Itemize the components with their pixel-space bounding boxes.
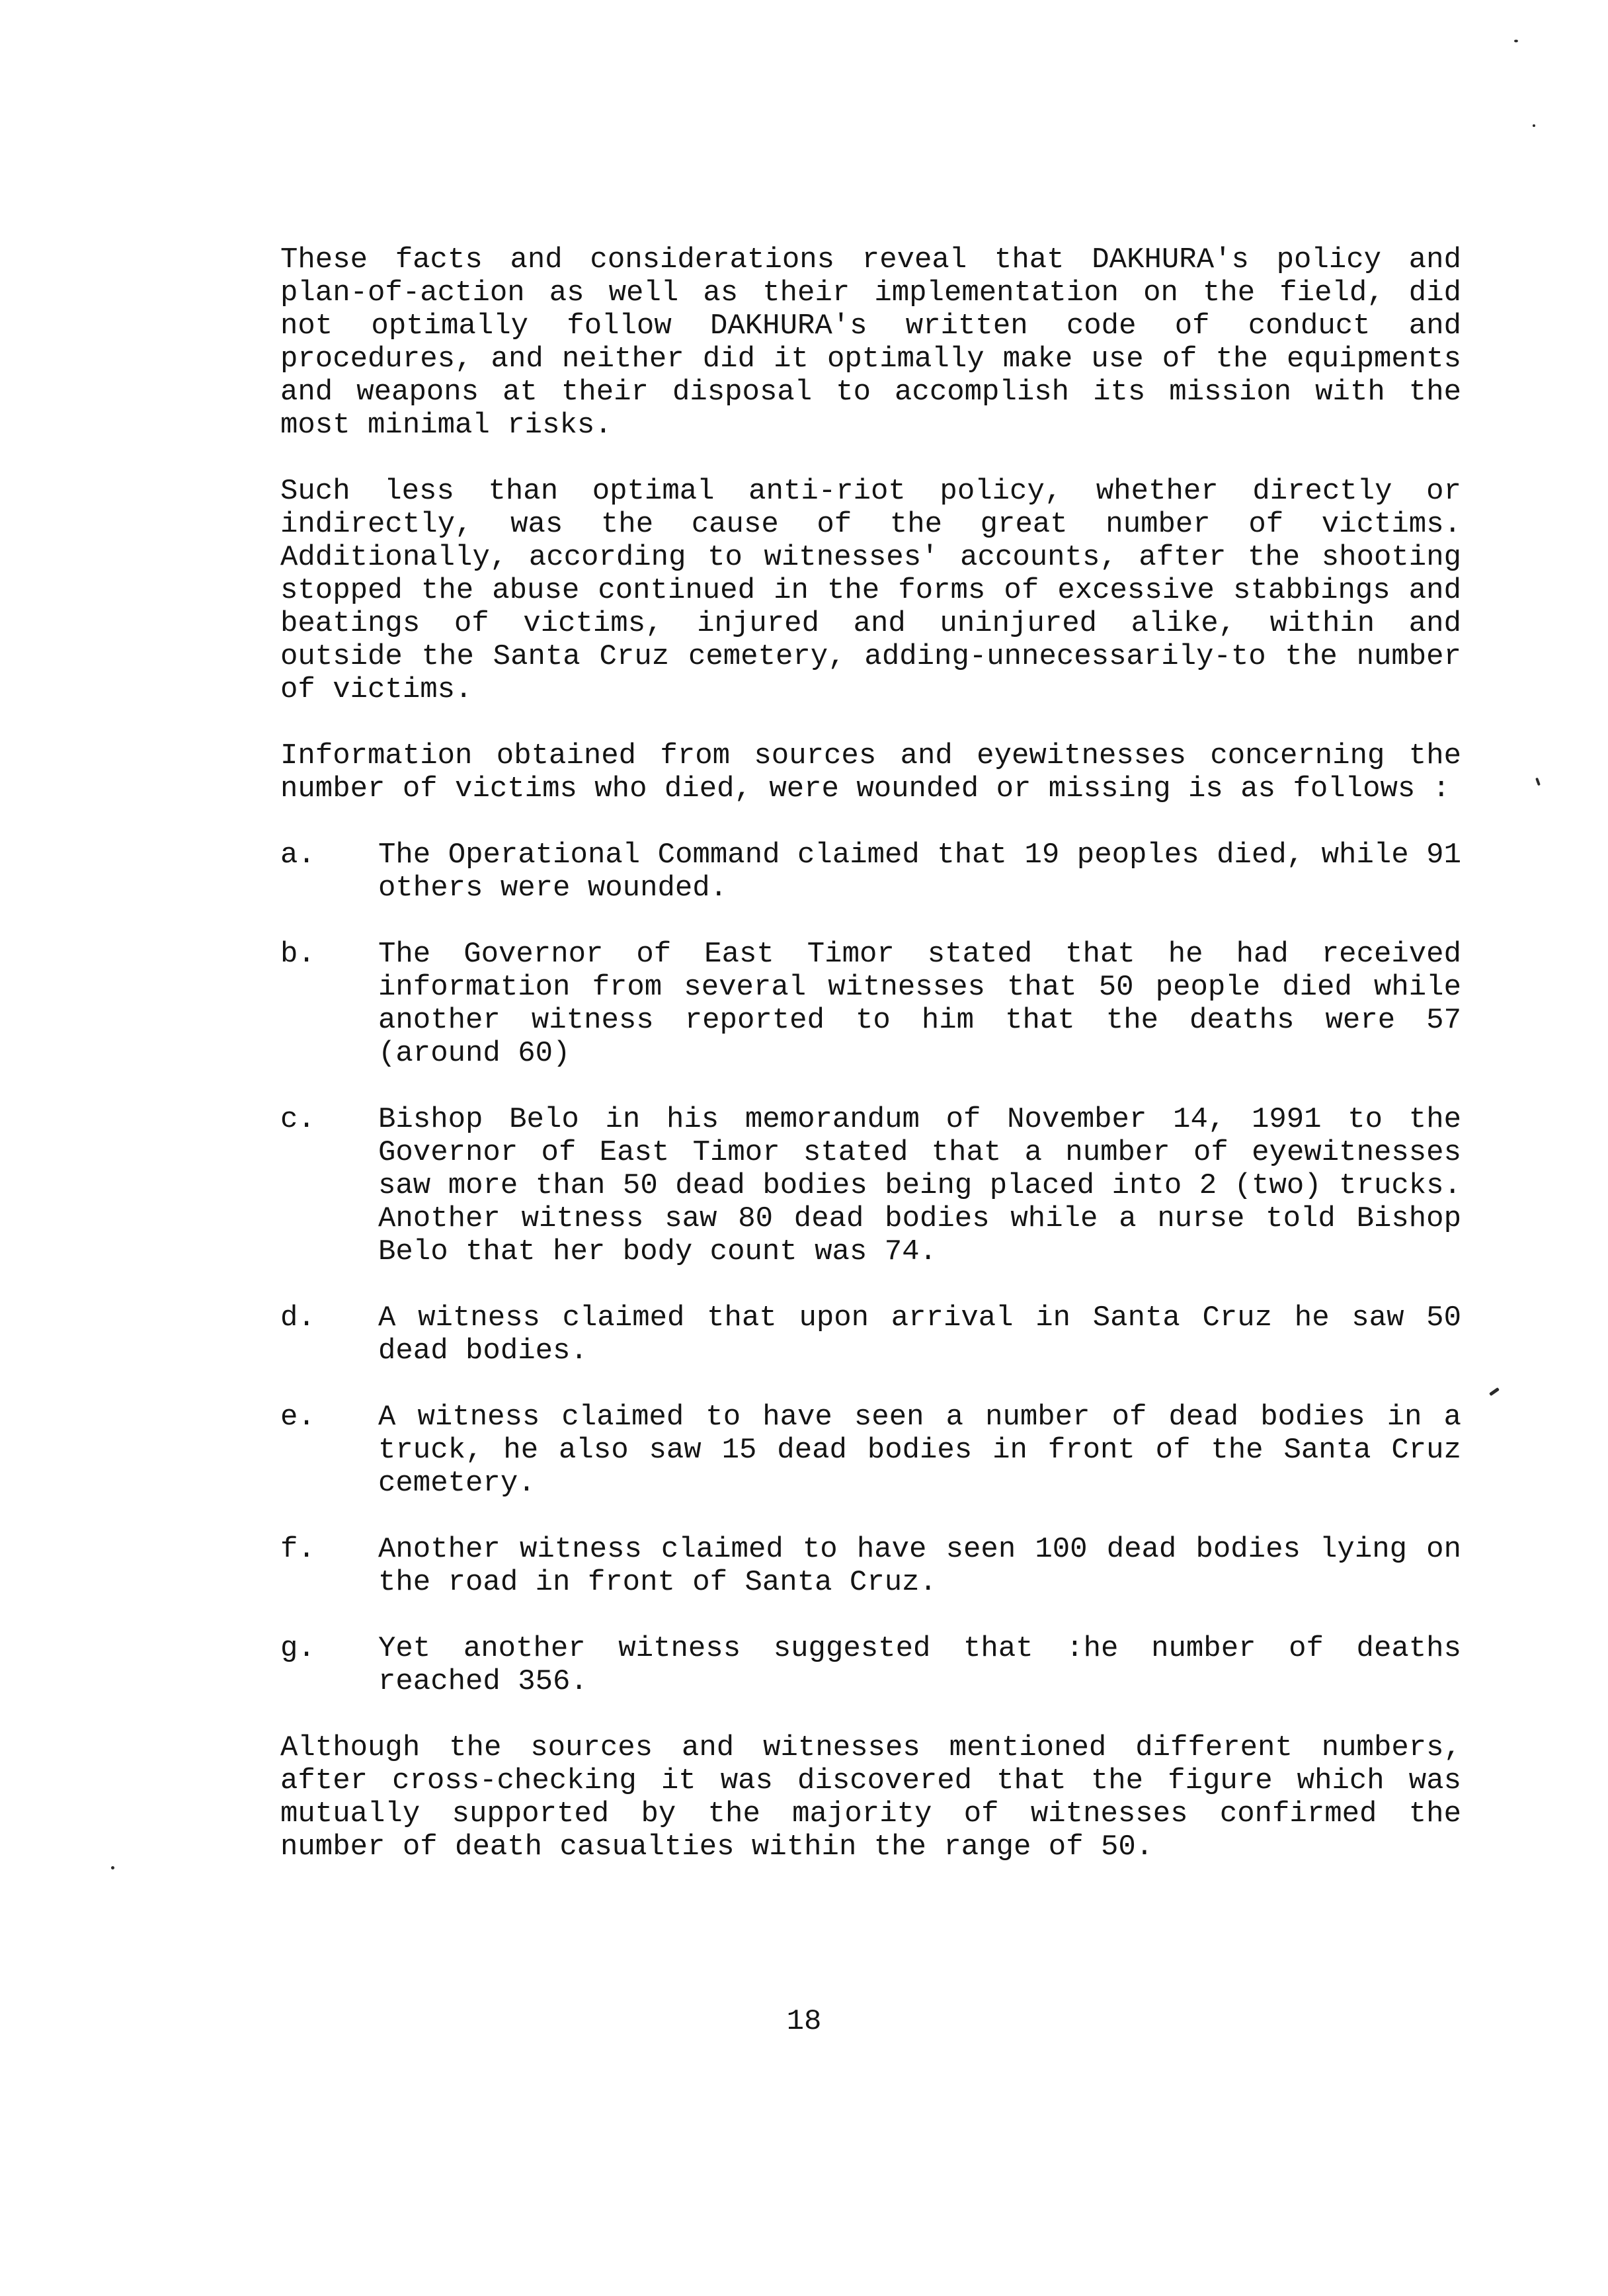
scan-speck — [1489, 1387, 1500, 1396]
list-item — [280, 938, 1461, 1070]
list-item-letter: a. — [280, 839, 315, 872]
list-item-text: The Operational Command claimed that 19 peoples died, while 91 others were wounded. — [378, 839, 1461, 905]
scan-speck — [1535, 778, 1541, 786]
list-item-letter: d. — [280, 1301, 315, 1334]
page-number: 18 — [786, 2005, 822, 2038]
body-text — [280, 243, 1461, 1897]
list-item-letter: f. — [280, 1533, 315, 1566]
list-item-text: The Governor of East Timor stated that he had received information from several witnesses that 50 people died while another witness reported to him that the deaths were 57 (around 60) — [378, 938, 1461, 1070]
paragraph: These facts and considerations reveal that DAKHURA's policy and plan-of-action as well as their implementation on the field, did not optimally follow DAKHURA's written code of conduct and procedures, and neither did it optimally make use of the equipments and weapons at their disposal to accomplish its mission with the most minimal risks. — [280, 243, 1461, 442]
list-item — [280, 1632, 1461, 1698]
list-item-text: Another witness claimed to have seen 100 dead bodies lying on the road in front of Santa Cruz. — [378, 1533, 1461, 1599]
list-item — [280, 1533, 1461, 1599]
list-item-text: A witness claimed that upon arrival in Santa Cruz he saw 50 dead bodies. — [378, 1301, 1461, 1368]
closing-paragraph: Although the sources and witnesses mentioned different numbers, after cross-checking it was discovered that the figure which was mutually supported by the majority of witnesses confirmed the number of death casualties within the range of 50. — [280, 1731, 1461, 1864]
list-item-text: A witness claimed to have seen a number of dead bodies in a truck, he also saw 15 dead bodies in front of the Santa Cruz cemetery. — [378, 1401, 1461, 1500]
list-item-text: Yet another witness suggested that :he number of deaths reached 356. — [378, 1632, 1461, 1698]
list-item-letter: c. — [280, 1103, 315, 1136]
scan-speck — [111, 1866, 114, 1869]
list-item — [280, 1401, 1461, 1500]
paragraph: Such less than optimal anti-riot policy, whether directly or indirectly, was the cause of the great number of victims. Additionally, according to witnesses' accounts, after the shooting stopped the abuse continued in the forms of excessive stabbings and beatings of victims, injured and uninjured alike, within and outside the Santa Cruz cemetery, adding-unnecessarily-to the number of victims. — [280, 475, 1461, 706]
list-item — [280, 839, 1461, 905]
list-item — [280, 1301, 1461, 1368]
paragraph: Information obtained from sources and eyewitnesses concerning the number of victims who died, were wounded or missing is as follows : — [280, 739, 1461, 805]
list-item-letter: g. — [280, 1632, 315, 1665]
scan-speck — [1533, 124, 1535, 127]
list-item — [280, 1103, 1461, 1268]
list-item-letter: b. — [280, 938, 315, 971]
list-item-letter: e. — [280, 1401, 315, 1434]
list-item-text: Bishop Belo in his memorandum of November 14, 1991 to the Governor of East Timor stated that a number of eyewitnesses saw more than 50 dead bodies being placed into 2 (two) trucks. Another witness saw 80 dead bodies while a nurse told Bishop Belo that her body count was 74. — [378, 1103, 1461, 1268]
scan-speck — [1514, 40, 1518, 42]
